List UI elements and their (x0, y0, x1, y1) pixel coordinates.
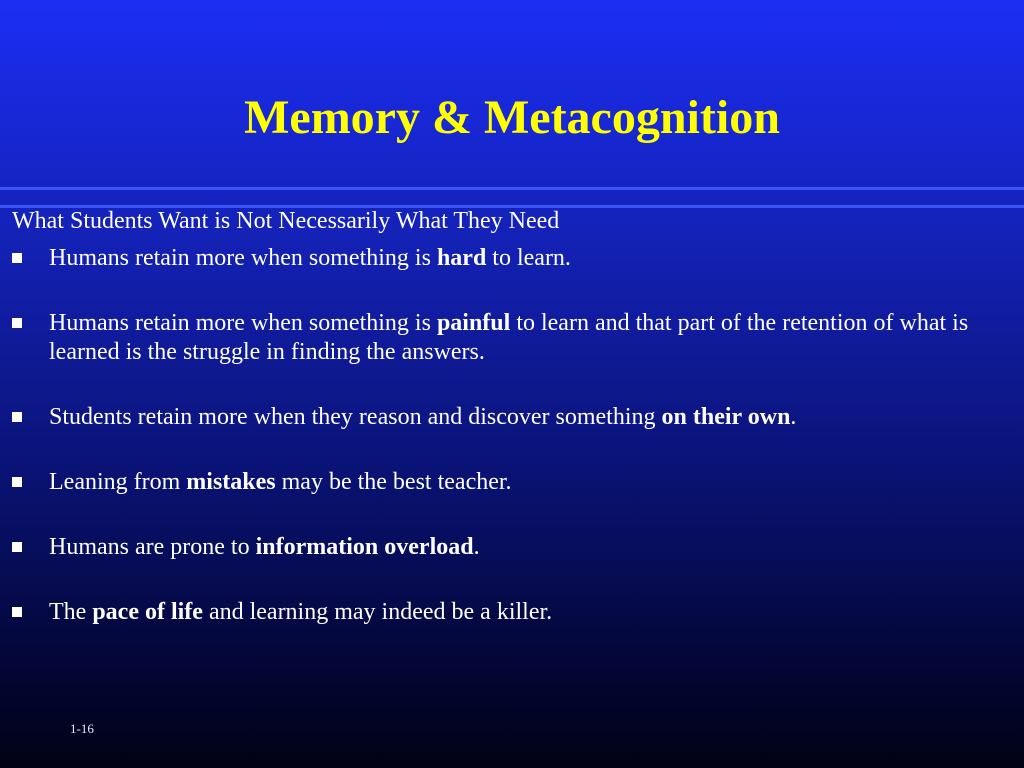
bullet-text: to learn. (486, 245, 571, 271)
square-bullet-icon (12, 318, 22, 328)
bullet-text: Humans retain more when something is (49, 310, 437, 336)
square-bullet-icon (12, 412, 22, 422)
bullet-emphasis: pace of life (92, 599, 203, 625)
bullet-text: The (49, 599, 93, 625)
bullet-text: Students retain more when they reason and discover something (49, 404, 662, 430)
bullet-item-hard (0, 244, 1000, 273)
bullet-text: Humans are prone to (49, 534, 256, 560)
square-bullet-icon (12, 607, 22, 617)
bullet-emphasis: mistakes (186, 469, 276, 495)
bullet-text: . (790, 404, 797, 430)
square-bullet-icon (12, 253, 22, 263)
bullet-emphasis: hard (436, 245, 487, 271)
square-bullet-icon (12, 477, 22, 487)
bullet-emphasis: information overload (255, 534, 474, 560)
bullet-list (0, 244, 1000, 663)
bullet-text: and learning may indeed be a killer. (202, 599, 553, 625)
square-bullet-icon (12, 542, 22, 552)
bullet-text: to learn and that part of the retention of what is learned is the struggle in finding the answers. (49, 310, 969, 365)
slide-subtitle: What Students Want is Not Necessarily What They Need (12, 208, 560, 234)
bullet-emphasis: painful (436, 310, 511, 336)
bullet-item-pace-of-life (0, 598, 1000, 627)
bullet-text: Humans retain more when something is (49, 245, 437, 271)
slide-title: Memory & Metacognition (244, 91, 780, 144)
bullet-item-painful (0, 309, 1000, 367)
bullet-item-on-their-own (0, 403, 1000, 432)
bullet-text: Leaning from (49, 469, 187, 495)
divider-line-top (0, 187, 1024, 190)
bullet-item-mistakes (0, 468, 1000, 497)
bullet-text: may be the best teacher. (275, 469, 512, 495)
bullet-text: . (473, 534, 480, 560)
bullet-item-information-overload (0, 533, 1000, 562)
bullet-emphasis: on their own (661, 404, 791, 430)
slide-number: 1-16 (70, 721, 94, 736)
